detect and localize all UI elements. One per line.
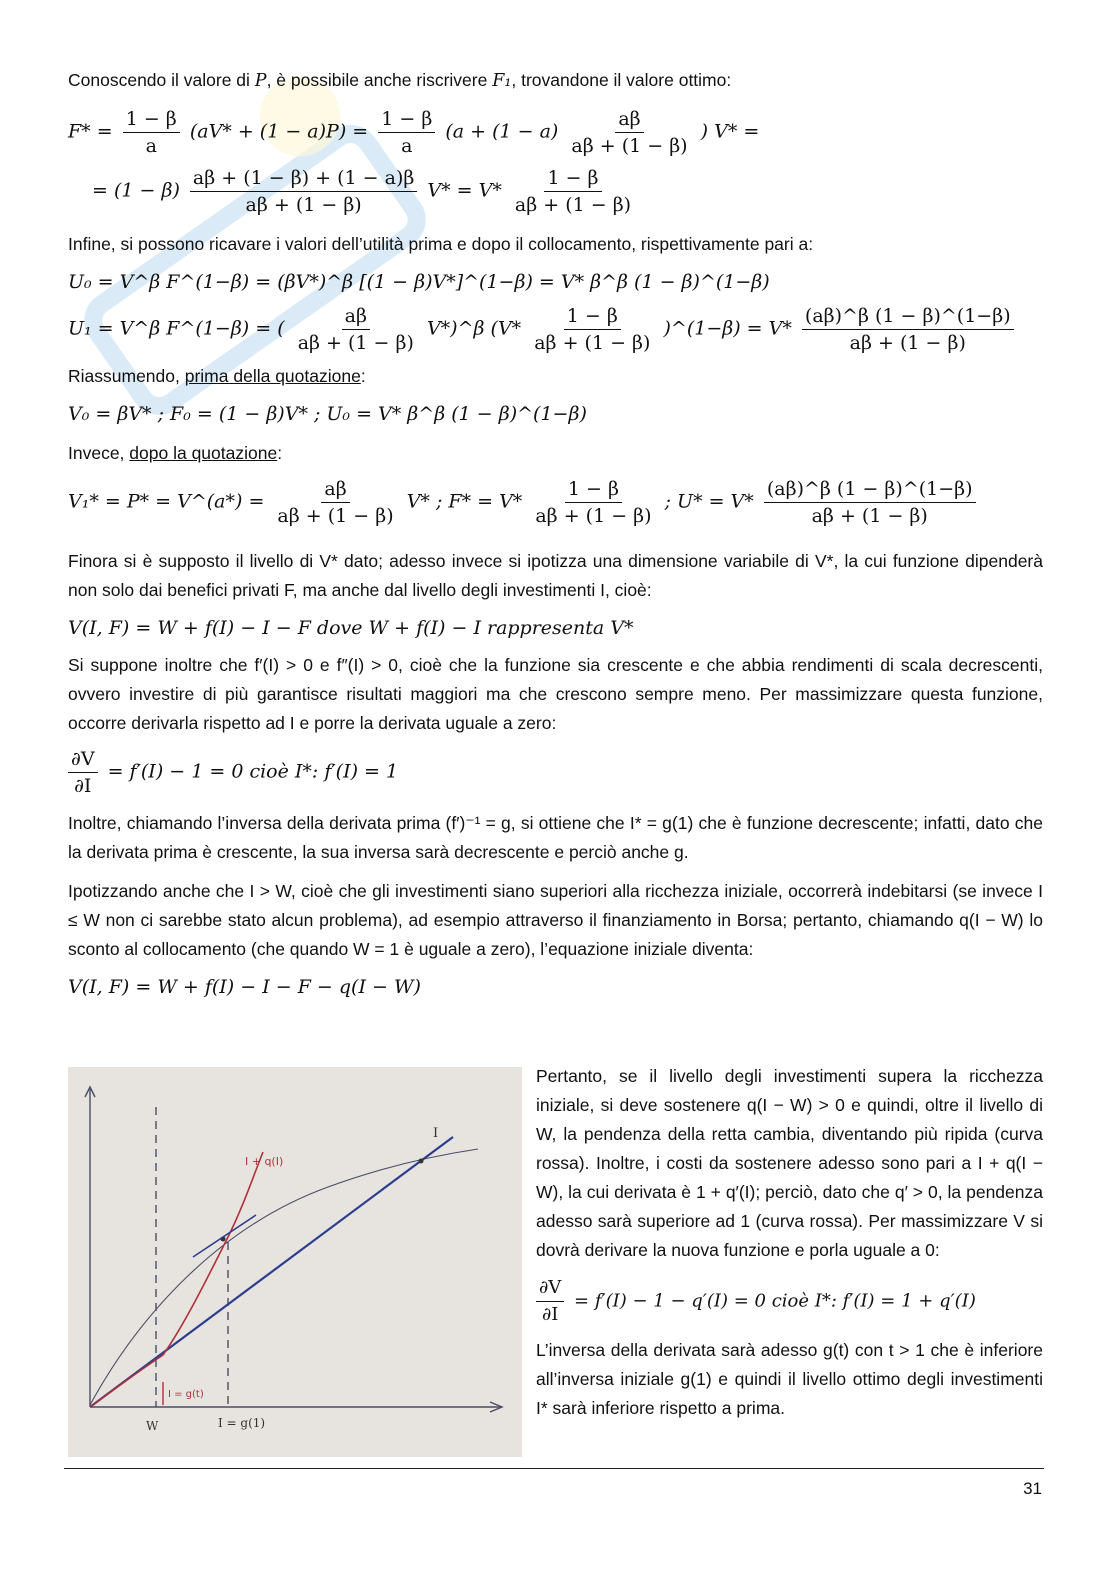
paragraph-conclusion: L’inversa della derivata sarà adesso g(t) con t > 1 che è inferiore all’inversa iniziale g(1) e quindi il livello ottimo degli investimenti I* sarà inferiore rispetto a prima. <box>536 1340 1043 1418</box>
equation-v-if-q: V(I, F) = W + f(I) − I − F − q(I − W) <box>68 976 421 998</box>
label-w: W <box>146 1419 159 1433</box>
paragraph-intro: Conoscendo il valore di P, è possibile anche riscrivere F₁, trovandone il valore ottimo: <box>68 70 732 91</box>
equation-derivative: $\frac{\partial V}{\partial I}$ = f′(I) − 1 = 0 cioè I*: f′(I) = 1 <box>68 746 1043 799</box>
label-i: I <box>433 1126 439 1141</box>
hand-drawn-graph <box>68 1067 522 1457</box>
paragraph-summary-after: Invece, dopo la quotazione: <box>68 443 283 463</box>
footer-rule <box>64 1468 1044 1469</box>
point-intersection <box>419 1159 424 1164</box>
paragraph-assumptions: Si suppone inoltre che f′(I) > 0 e f″(I) > 0, cioè che la funzione sia crescente e che abbia rendimenti di scala decrescenti, ovvero investire di più garantisce risultati maggiori ma che crescono sempre meno. Per massimizzare questa funzione, occorre derivarla rispetto ad I e porre la derivata uguale a zero: <box>68 655 1043 733</box>
paragraph-debt: Ipotizzando anche che I > W, cioè che gli investimenti siano superiori alla ricchezza iniziale, occorrerà indebitarsi (se invece I ≤ W non ci sarebbe stato alcun problema), ad esempio attraverso il finanziamento in Borsa; pertanto, chiamando q(I − W) lo sconto al collocamento (che quando W = 1 è uguale a zero), l’equazione iniziale diventa: <box>68 881 1043 959</box>
equation-u0: U₀ = V^β F^(1−β) = (βV*)^β [(1 − β)V*]^(1−β) = V* β^β (1 − β)^(1−β) <box>68 271 770 293</box>
equation-v-if: V(I, F) = W + f(I) − I − F dove W + f(I) − I rappresenta V* <box>68 617 634 639</box>
equation-f-star-2: = (1 − β) $\frac{a\beta + (1 - \beta) + (1 - a)\beta}{a\beta + (1 - \beta)}$ V* = V* $\frac{1 - \beta}{a\beta + (1 - \beta)}$ <box>92 167 632 216</box>
page-number: 31 <box>1023 1479 1042 1498</box>
page-content <box>68 62 1043 1002</box>
equation-u1: U₁ = V^β F^(1−β) = ( $\frac{a\beta}{a\beta + (1 - \beta)}$ V*)^β (V* $\frac{1 - \beta}{a\beta + (1 - \beta)}$ )^(1−β) = V* $\frac{(a\beta)\^{}\beta (1 - \beta)\^{}(1-\beta)}{a\beta + (1 - \beta)}$ <box>68 303 1043 356</box>
paragraph-variable-v: Finora si è supposto il livello di V* dato; adesso invece si ipotizza una dimensione variabile di V*, la cui funzione dipenderà non solo dai benefici privati F, ma anche dal livello degli investimenti I, cioè: <box>68 551 1043 600</box>
equation-after-listing: V₁* = P* = V^(a*) = $\frac{a\beta}{a\beta + (1 - \beta)}$ V* ; F* = V* $\frac{1 - \beta}{a\beta + (1 - \beta)}$ ; U* = V* $\frac{(a\beta)\^{}\beta (1 - \beta)\^{}(1-\beta)}{a\beta + (1 - \beta)}$ <box>68 476 1043 529</box>
equation-derivative-q: $\frac{\partial V}{\partial I}$ = f′(I) − 1 − q′(I) = 0 cioè I*: f′(I) = 1 + q′(I) <box>536 1275 1043 1328</box>
paragraph-steeper: Pertanto, se il livello degli investimenti supera la ricchezza iniziale, si deve sostenere q(I − W) > 0 e quindi, oltre il livello di W, la pendenza della retta cambia, diventando più ripida (curva rossa). Inoltre, i costi da sostenere adesso sono pari a I + q(I − W), la cui derivata è 1 + q′(I); perciò, dato che q′ > 0, la pendenza adesso sarà superiore ad 1 (curva rossa). Per massimizzare V si dovrà derivare la nuova funzione e porla uguale a 0: <box>536 1066 1043 1260</box>
paragraph-summary-before: Riassumendo, prima della quotazione: <box>68 366 366 386</box>
right-column <box>536 1062 1043 1423</box>
paragraph-utility: Infine, si possono ricavare i valori dell’utilità prima e dopo il collocamento, rispettivamente pari a: <box>68 234 814 254</box>
label-red-curve: I + q(I) <box>245 1155 284 1168</box>
equation-f-star: F* = $\frac{1 - \beta}{a}$ (aV* + (1 − a)P) = $\frac{1 - \beta}{a}$ (a + (1 − a) $\frac{a\beta}{a\beta + (1 - \beta)}$ ) V* = <box>68 108 760 157</box>
label-i-g-t: I = g(t) <box>168 1389 204 1400</box>
label-i-g-1: I = g(1) <box>218 1416 266 1430</box>
equation-before-listing: V₀ = βV* ; F₀ = (1 − β)V* ; U₀ = V* β^β (1 − β)^(1−β) <box>68 403 587 425</box>
paragraph-inverse: Inoltre, chiamando l’inversa della derivata prima (f′)⁻¹ = g, si ottiene che I* = g(1) che è funzione decrescente; infatti, dato che la derivata prima è crescente, la sua inversa sarà decrescente e perciò anche g. <box>68 813 1043 862</box>
